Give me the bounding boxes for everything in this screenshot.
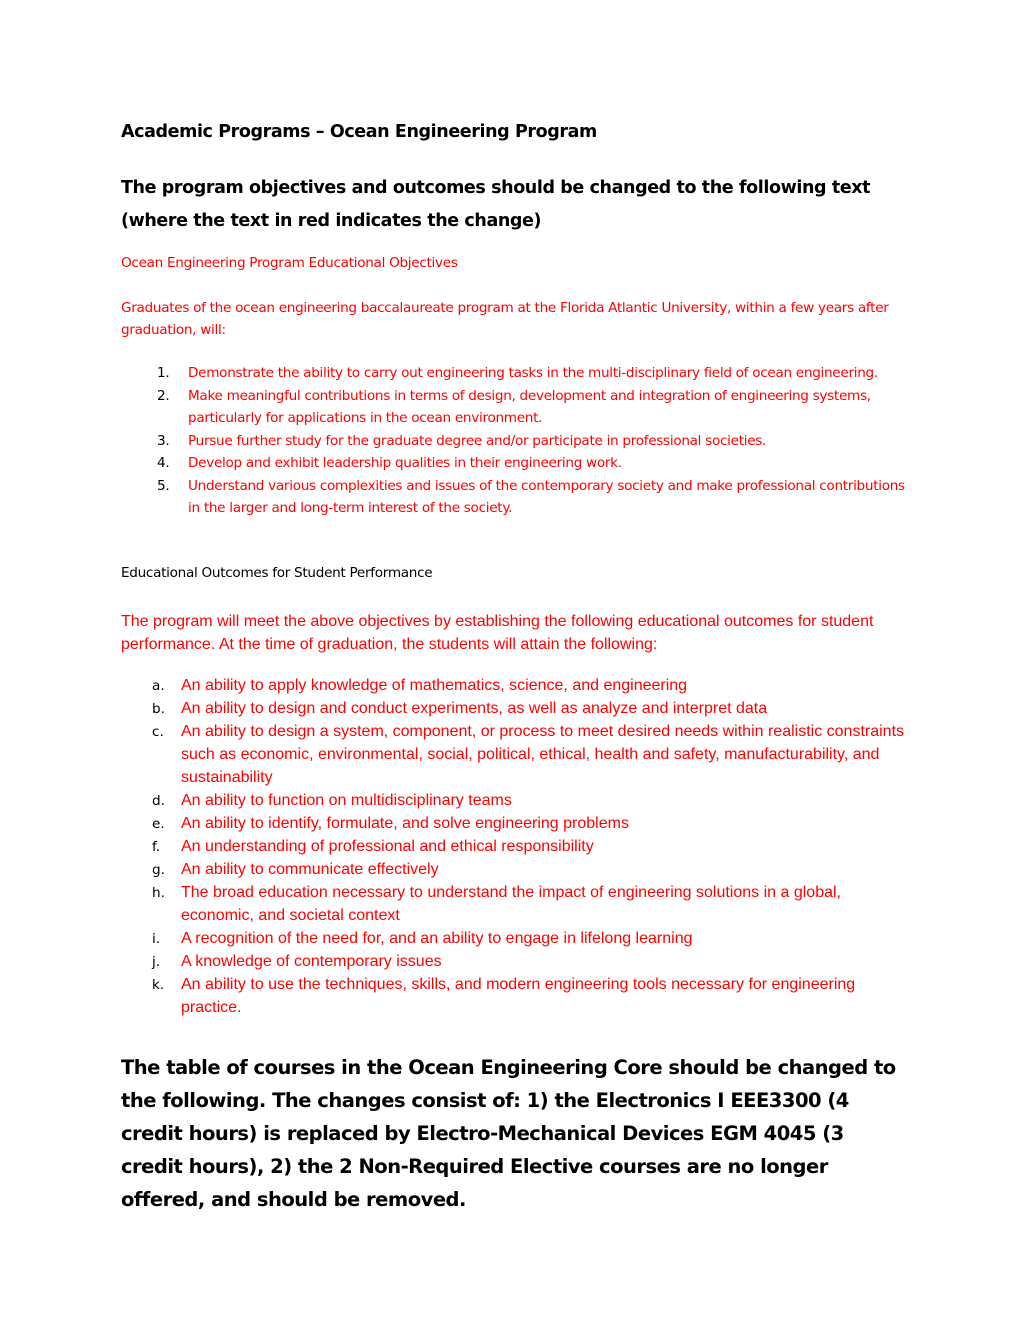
outcome-text: An ability to communicate effectively [181,861,439,878]
document-title: Academic Programs – Ocean Engineering Program [121,122,597,142]
objectives-intro: Graduates of the ocean engineering baccalaureate program at the Florida Atlantic University, within a few years after graduation, will: [121,300,889,338]
objective-item [121,430,911,453]
objective-number: 1. [157,365,170,381]
outcome-item [121,950,911,973]
outcome-letter: i. [152,931,161,947]
objective-number: 4. [157,455,170,471]
outcome-text: An ability to use the techniques, skills, and modern engineering tools necessary for engineering practice. [181,976,856,1016]
document-subtitle: The program objectives and outcomes should be changed to the following text (where the text in red indicates the change) [121,178,871,231]
objective-number: 3. [157,432,170,449]
outcome-item [121,858,911,881]
objective-item [121,362,911,385]
outcome-letter: e. [152,816,165,832]
objective-text: Understand various complexities and issues of the contemporary society and make professional contributions in the larger and long-term interest of the society. [188,477,905,516]
objectives-list [121,362,911,520]
objective-item [121,452,911,475]
objective-text: Develop and exhibit leadership qualities in their engineering work. [188,455,622,471]
objective-text: Pursue further study for the graduate degree and/or participate in professional societies. [188,432,767,449]
objective-text: Make meaningful contributions in terms of design, development and integration of engineering systems, particularly for applications in the ocean environment. [188,387,871,426]
outcome-letter: g. [152,862,165,878]
outcome-text: An ability to design and conduct experiments, as well as analyze and interpret data [181,700,768,717]
outcome-item [121,881,911,927]
outcome-text: An understanding of professional and ethical responsibility [181,838,594,855]
objective-number: 5. [157,477,170,494]
outcome-item [121,973,911,1019]
outcome-text: A recognition of the need for, and an ability to engage in lifelong learning [181,930,693,947]
outcome-text: An ability to identify, formulate, and solve engineering problems [181,815,629,832]
objective-number: 2. [157,387,170,404]
outcomes-list [121,674,911,1019]
objective-text: Demonstrate the ability to carry out engineering tasks in the multi-disciplinary field of ocean engineering. [188,365,878,381]
objectives-heading: Ocean Engineering Program Educational Objectives [121,255,458,271]
outcome-text: An ability to design a system, component, or process to meet desired needs within realistic constraints such as economic, environmental, social, political, ethical, health and safety, manufacturability, and sustainability [181,723,905,786]
outcome-item [121,697,911,720]
outcome-letter: j. [152,954,161,970]
course-table-note: The table of courses in the Ocean Engineering Core should be changed to the following. The changes consist of: 1) the Electronics I EEE3300 (4 credit hours) is replaced by Electro-Mechanical Devices EGM 4045 (3 credit hours), 2) the 2 Non-Required Elective courses are no longer offered, and should be removed. [121,1056,896,1211]
outcome-letter: h. [152,885,165,901]
outcome-item [121,835,911,858]
outcome-text: An ability to apply knowledge of mathematics, science, and engineering [181,677,688,694]
outcome-item [121,789,911,812]
outcome-item [121,927,911,950]
outcome-text: A knowledge of contemporary issues [181,953,442,970]
outcome-letter: a. [152,678,165,694]
objective-item [121,475,911,520]
outcome-letter: d. [152,793,165,809]
outcome-item [121,720,911,789]
outcome-item [121,812,911,835]
outcome-letter: k. [152,977,165,993]
outcomes-heading: Educational Outcomes for Student Performance [121,565,433,581]
outcome-item [121,674,911,697]
outcome-letter: f. [152,839,161,855]
outcome-letter: c. [152,724,164,740]
outcomes-intro: The program will meet the above objectives by establishing the following educational outcomes for student performance. At the time of graduation, the students will attain the following: [121,613,874,653]
outcome-text: The broad education necessary to understand the impact of engineering solutions in a global, economic, and societal context [181,884,841,924]
outcome-letter: b. [152,701,165,717]
outcome-text: An ability to function on multidisciplinary teams [181,792,512,809]
objective-item [121,385,911,430]
